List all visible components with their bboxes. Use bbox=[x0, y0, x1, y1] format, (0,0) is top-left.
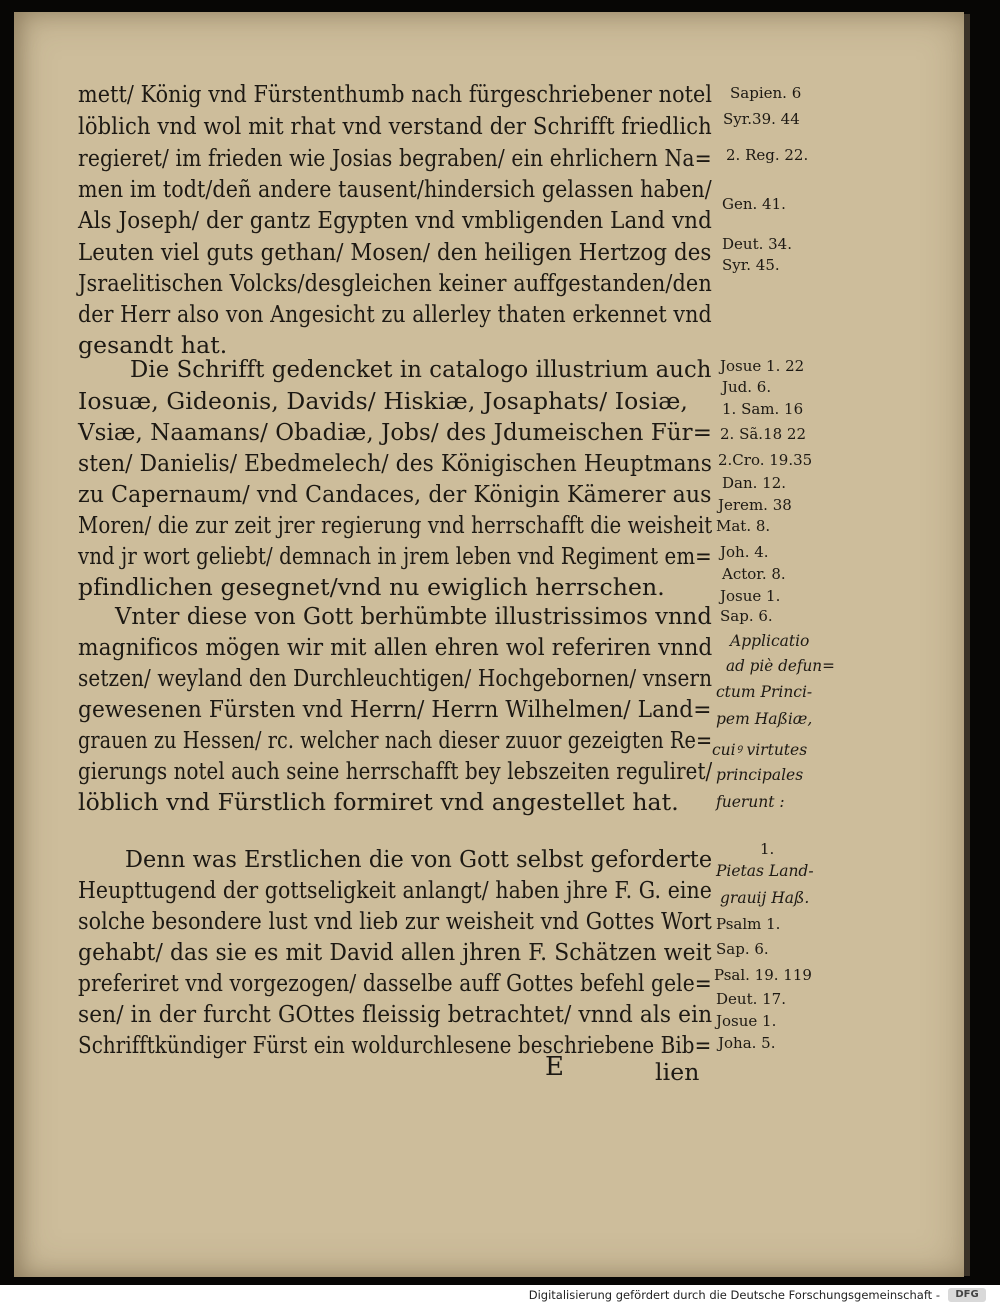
margin-note: principales bbox=[716, 766, 804, 784]
body-line: sen/ in der furcht GOttes fleissig betrachtet/ vnnd als ein bbox=[78, 1000, 713, 1028]
margin-note: Actor. 8. bbox=[722, 565, 786, 583]
body-line: Jsraelitischen Volcks/desgleichen keiner auffgestanden/den bbox=[78, 269, 712, 297]
margin-note: Psal. 19. 119 bbox=[714, 966, 812, 984]
margin-note: Syr. 45. bbox=[722, 256, 780, 274]
margin-note: 1. bbox=[760, 840, 775, 858]
body-line: Vnter diese von Gott berhümbte illustrissimos vnnd bbox=[115, 602, 712, 630]
margin-note: 1. Sam. 16 bbox=[722, 400, 804, 418]
body-line: regieret/ im frieden wie Josias begraben/ ein ehrlichern Na= bbox=[78, 144, 712, 172]
body-line: Denn was Erstlichen die von Gott selbst geforderte bbox=[125, 845, 713, 873]
body-line: Moren/ die zur zeit jrer regierung vnd herrschafft die weisheit bbox=[78, 511, 713, 539]
margin-note: ctum Princi- bbox=[716, 683, 813, 701]
body-line: der Herr also von Angesicht zu allerley thaten erkennet vnd bbox=[78, 300, 712, 328]
margin-note: Sapien. 6 bbox=[730, 84, 802, 102]
body-line: Leuten viel guts gethan/ Mosen/ den heiligen Hertzog des bbox=[78, 238, 712, 266]
funding-credit: Digitalisierung gefördert durch die Deutsche Forschungsgemeinschaft - bbox=[528, 1288, 940, 1302]
body-line: gehabt/ das sie es mit David allen jhren F. Schätzen weit bbox=[78, 938, 712, 966]
body-line: sten/ Danielis/ Ebedmelech/ des Königischen Heuptmans bbox=[78, 449, 713, 477]
margin-note: Josue 1. bbox=[720, 587, 781, 605]
body-line: Die Schrifft gedencket in catalogo illustrium auch bbox=[130, 355, 712, 383]
dfg-logo: DFG bbox=[948, 1288, 986, 1302]
body-line: Iosuæ, Gideonis, Davids/ Hiskiæ, Josaphats/ Iosiæ, bbox=[78, 387, 688, 415]
signature-mark: E bbox=[545, 1052, 564, 1082]
body-line: magnificos mögen wir mit allen ehren wol referiren vnnd bbox=[78, 633, 713, 661]
margin-note: Sap. 6. bbox=[716, 940, 769, 958]
footer-bar bbox=[0, 1285, 1000, 1305]
margin-note: 2.Cro. 19.35 bbox=[718, 451, 813, 469]
body-line: löblich vnd Fürstlich formiret vnd angestellet hat. bbox=[78, 788, 679, 816]
margin-note: pem Haßiæ, bbox=[716, 710, 813, 728]
margin-note: Pietas Land- bbox=[716, 862, 814, 880]
body-line: solche besondere lust vnd lieb zur weisheit vnd Gottes Wort bbox=[78, 907, 712, 935]
margin-note: grauij Haß. bbox=[720, 889, 810, 907]
catchword: lien bbox=[655, 1058, 700, 1086]
body-line: grauen zu Hessen/ rc. welcher nach dieser zuuor gezeigten Re= bbox=[78, 726, 713, 754]
margin-note: 2. Sã.18 22 bbox=[720, 425, 807, 443]
margin-note: Deut. 17. bbox=[716, 990, 786, 1008]
body-line: preferiret vnd vorgezogen/ dasselbe auff Gottes befehl gele= bbox=[78, 969, 712, 997]
margin-note: Mat. 8. bbox=[716, 517, 771, 535]
margin-note: 2. Reg. 22. bbox=[726, 146, 809, 164]
margin-note: Dan. 12. bbox=[722, 474, 787, 492]
margin-note: Josue 1. bbox=[716, 1012, 777, 1030]
body-line: vnd jr wort geliebt/ demnach in jrem leben vnd Regiment em= bbox=[78, 542, 712, 570]
margin-note: Applicatio bbox=[730, 632, 810, 650]
margin-note: ad piè defun= bbox=[726, 657, 835, 675]
body-line: gesandt hat. bbox=[78, 331, 228, 359]
body-line: men im todt/deñ andere tausent/hindersich gelassen haben/ bbox=[78, 175, 712, 203]
margin-note: Sap. 6. bbox=[720, 607, 773, 625]
margin-note: Jud. 6. bbox=[722, 378, 772, 396]
margin-note: Josue 1. 22 bbox=[720, 357, 805, 375]
margin-note: Psalm 1. bbox=[716, 915, 781, 933]
body-line: Heupttugend der gottseligkeit anlangt/ haben jhre F. G. eine bbox=[78, 876, 712, 904]
body-line: pfindlichen gesegnet/vnd nu ewiglich herrschen. bbox=[78, 573, 665, 601]
body-line: setzen/ weyland den Durchleuchtigen/ Hochgebornen/ vnsern bbox=[78, 664, 713, 692]
body-line: Vsiæ, Naamans/ Obadiæ, Jobs/ des Jdumeischen Für= bbox=[78, 418, 712, 446]
body-line: Schrifftkündiger Fürst ein woldurchlesene beschriebene Bib= bbox=[78, 1031, 712, 1059]
body-line: gierungs notel auch seine herrschafft bey lebszeiten reguliret/ bbox=[78, 757, 713, 785]
page-edge bbox=[964, 14, 970, 1276]
body-line: Als Joseph/ der gantz Egypten vnd vmbligenden Land vnd bbox=[78, 206, 712, 234]
margin-note: Joha. 5. bbox=[718, 1034, 776, 1052]
body-line: gewesenen Fürsten vnd Herrn/ Herrn Wilhelmen/ Land= bbox=[78, 695, 712, 723]
margin-note: Joh. 4. bbox=[720, 543, 769, 561]
body-line: löblich vnd wol mit rhat vnd verstand der Schrifft friedlich bbox=[78, 112, 712, 140]
margin-note: Jerem. 38 bbox=[718, 496, 792, 514]
margin-note: Deut. 34. bbox=[722, 235, 792, 253]
body-line: zu Capernaum/ vnd Candaces, der Königin Kämerer aus bbox=[78, 480, 712, 508]
margin-note: Syr.39. 44 bbox=[723, 110, 800, 128]
margin-note: cuiꝰ virtutes bbox=[712, 741, 808, 759]
margin-note: fuerunt : bbox=[716, 793, 785, 811]
body-line: mett/ König vnd Fürstenthumb nach fürgeschriebener notel bbox=[78, 80, 713, 108]
margin-note: Gen. 41. bbox=[722, 195, 786, 213]
